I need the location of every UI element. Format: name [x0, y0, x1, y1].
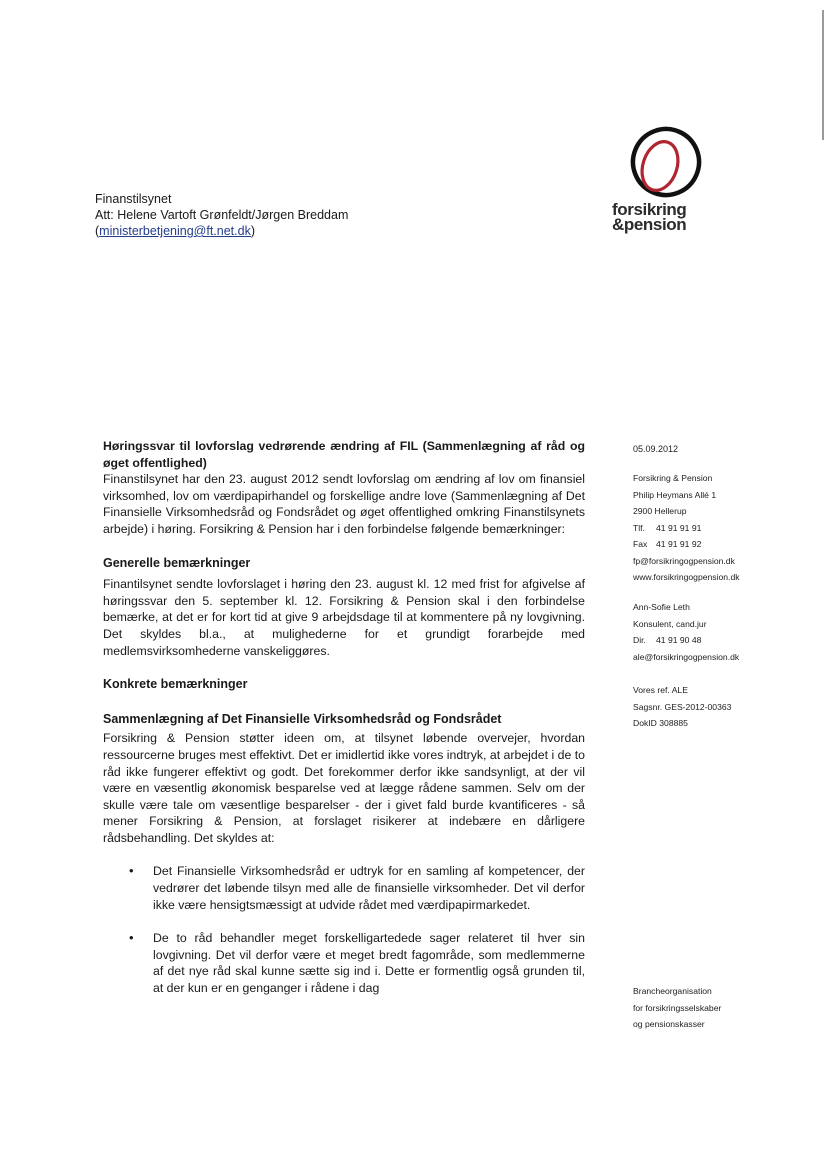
contact-info: [633, 599, 783, 665]
general-heading: Generelle bemærkninger: [103, 555, 251, 570]
phone-label: Tlf.: [633, 522, 645, 533]
addressee-email-line: (ministerbetjening@ft.net.dk): [95, 224, 255, 238]
addressee-org: Finanstilsynet: [95, 192, 172, 206]
scan-edge-line: [822, 10, 824, 140]
reference-info: [633, 682, 783, 732]
contact-title: Konsulent, cand.jur: [633, 618, 707, 629]
sender-org-name: Forsikring & Pension: [633, 473, 713, 483]
addressee-block: [95, 191, 348, 239]
direct-value: 41 91 90 48: [656, 635, 702, 645]
footer-line-1: Brancheorganisation: [633, 986, 712, 996]
logo-word-forsikring: forsikring: [612, 200, 687, 219]
our-reference: Vores ref. ALE: [633, 685, 688, 695]
organisation-footer: [633, 983, 783, 1033]
sender-email-link[interactable]: fp@forsikringogpension.dk: [633, 555, 735, 566]
letter-date: 05.09.2012: [633, 444, 679, 454]
merger-bullet-list: [103, 863, 585, 996]
contact-name: Ann-Sofie Leth: [633, 602, 690, 612]
document-id: DokID 308885: [633, 718, 688, 728]
merger-paragraph: Forsikring & Pension støtter ideen om, at tilsynet løbende overvejer, hvordan ressourcerne bruges mest effektivt. Det er imidlertid ikke vores indtryk, at arbejdet i de to råd ikke fungerer effektivt og godt. Det forekommer derfor ikke sandsynligt, at der vil være en væsentlig økonomisk besparelse ved at lægge rådene sammen. Selv om der skulle være tale om væsentlige besparelser - der i givet fald burde kvantificeres - så mener Forsikring & Pension, at forslaget risikerer at indebære en dårligere rådsbehandling. Det skyldes at:: [103, 731, 585, 845]
direct-label: Dir.: [633, 635, 646, 645]
fax-label: Fax: [633, 539, 648, 549]
sender-address-street: Philip Heymans Allé 1: [633, 489, 717, 500]
addressee-attention: Att: Helene Vartoft Grønfeldt/Jørgen Breddam: [95, 208, 349, 222]
sender-address-city: 2900 Hellerup: [633, 506, 687, 516]
case-number: Sagsnr. GES-2012-00363: [633, 701, 732, 712]
merger-heading: Sammenlægning af Det Finansielle Virksomhedsråd og Fondsrådet: [103, 711, 502, 726]
footer-line-2: for forsikringsselskaber: [633, 1002, 722, 1013]
letter-body: [103, 438, 585, 1014]
letter-title: Høringssvar til lovforslag vedrørende ændring af FIL (Sammenlægning af råd og øget offentlighed): [103, 439, 585, 470]
footer-line-3: og pensionskasser: [633, 1019, 705, 1029]
phone-value: 41 91 91 91: [656, 522, 702, 533]
sender-fax-row: [633, 536, 783, 553]
fax-value: 41 91 91 92: [656, 539, 702, 549]
list-item: • Det Finansielle Virksomhedsråd er udtryk for en samling af kompetencer, der vedrører det løbende tilsyn med alle de finansielle virksomheder. Det vil derfor ikke være hensigtsmæssigt at udvide rådet med værdipapirmarkedet.: [153, 863, 585, 913]
list-item: • De to råd behandler meget forskelligartedede sager relateret til hver sin lovgivning. Det vil derfor være et meget bredt fagområde, som medlemmerne af det nye råd skal kunne sætte sig ind i. Dette er formentlig også grunden til, at der kun er en genganger i rådene i dag: [153, 930, 585, 996]
company-logo: [612, 124, 732, 232]
contact-direct-row: [633, 632, 783, 649]
logo-word-pension: &pension: [612, 215, 687, 234]
intro-paragraph: Finanstilsynet har den 23. august 2012 sendt lovforslag om ændring af lov om finansiel virksomhed, lov om værdipapirhandel og forskellige andre love (Sammenlægning af Det Finansielle Virksomhedsråd og Fondsrådet og øget offentlighed omkring Finanstilsynets arbejde) i høring. Forsikring & Pension har i den forbindelse følgende bemærkninger:: [103, 472, 585, 536]
sender-info: [633, 470, 783, 586]
sender-phone-row: [633, 520, 783, 537]
logo-mark-icon: [618, 124, 718, 202]
sender-website-link[interactable]: www.forsikringogpension.dk: [633, 572, 740, 582]
contact-email-link[interactable]: ale@forsikringogpension.dk: [633, 651, 740, 662]
general-paragraph: Finantilsynet sendte lovforslaget i høring den 23. august kl. 12 med frist for afgivelse af høringssvar den 5. september kl. 12. Forsikring & Pension skal i den forbindelse bemærke, at det er for kort tid at give 9 arbejdsdage til at kommentere på ny lovgivning. Det skyldes bl.a., at mulighederne for et grundigt forarbejde med medlemsvirksomhederne vanskeliggøres.: [103, 577, 585, 658]
addressee-email-link[interactable]: ministerbetjening@ft.net.dk: [99, 224, 251, 238]
specific-heading: Konkrete bemærkninger: [103, 677, 248, 692]
